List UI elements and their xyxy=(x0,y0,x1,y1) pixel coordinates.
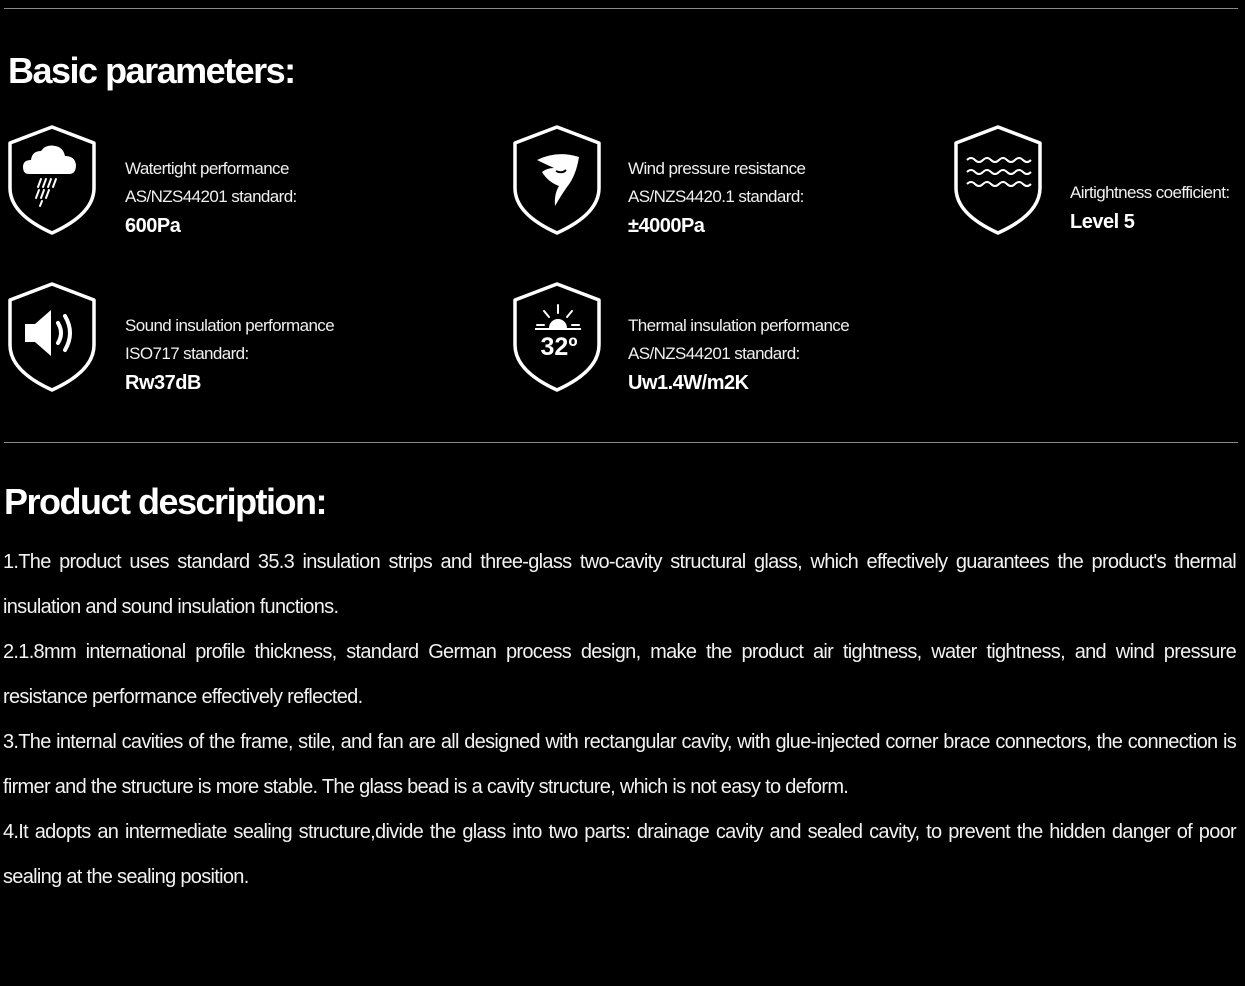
wind-tornado-icon xyxy=(512,124,602,236)
param-sound-label: Sound insulation performance xyxy=(125,316,335,335)
param-airtightness xyxy=(953,124,1243,240)
param-wind-label: Wind pressure resistance xyxy=(628,159,806,178)
param-watertight-label: Watertight performance xyxy=(125,159,289,178)
param-thermal-value: Uw1.4W/m2K xyxy=(628,372,749,394)
param-watertight-value: 600Pa xyxy=(125,215,181,237)
waves-icon xyxy=(953,124,1043,236)
param-wind-standard: AS/NZS4420.1 standard: xyxy=(628,187,804,206)
param-thermal-insulation xyxy=(512,281,912,397)
param-sound-value: Rw37dB xyxy=(125,372,201,394)
param-airtightness-value: Level 5 xyxy=(1070,211,1135,233)
param-thermal-label: Thermal insulation performance xyxy=(628,316,850,335)
section-title-basic-parameters: Basic parameters: xyxy=(8,50,295,91)
speaker-icon xyxy=(7,281,97,393)
description-paragraph-4: 4.It adopts an intermediate sealing structure,divide the glass into two parts: drainage cavity and sealed cavity, to prevent the hidden danger of poor sealing at the sealing position. xyxy=(3,821,1236,888)
divider-top xyxy=(4,8,1238,9)
param-wind-value: ±4000Pa xyxy=(628,215,705,237)
thermal-icon-label: 32º xyxy=(540,333,578,361)
thermal-sun-icon xyxy=(512,281,602,393)
product-description xyxy=(3,540,1236,900)
description-paragraph-2: 2.1.8mm international profile thickness, standard German process design, make the product air tightness, water tightness, and wind pressure resistance performance effectively reflected. xyxy=(3,641,1236,708)
param-watertight-standard: AS/NZS44201 standard: xyxy=(125,187,297,206)
cloud-rain-icon xyxy=(7,124,97,236)
param-watertight xyxy=(7,124,387,240)
param-sound-insulation xyxy=(7,281,387,397)
divider-middle xyxy=(4,442,1238,443)
section-title-product-description: Product description: xyxy=(4,481,327,522)
param-sound-standard: ISO717 standard: xyxy=(125,344,249,363)
param-thermal-standard: AS/NZS44201 standard: xyxy=(628,344,800,363)
param-airtightness-label: Airtightness coefficient: xyxy=(1070,183,1230,202)
description-paragraph-1: 1.The product uses standard 35.3 insulation strips and three-glass two-cavity structural glass, which effectively guarantees the product's thermal insulation and sound insulation functions. xyxy=(3,551,1236,618)
param-wind-pressure xyxy=(512,124,892,240)
description-paragraph-3: 3.The internal cavities of the frame, stile, and fan are all designed with rectangular cavity, with glue-injected corner brace connectors, the connection is firmer and the structure is more stable. The glass bead is a cavity structure, which is not easy to deform. xyxy=(3,731,1236,798)
